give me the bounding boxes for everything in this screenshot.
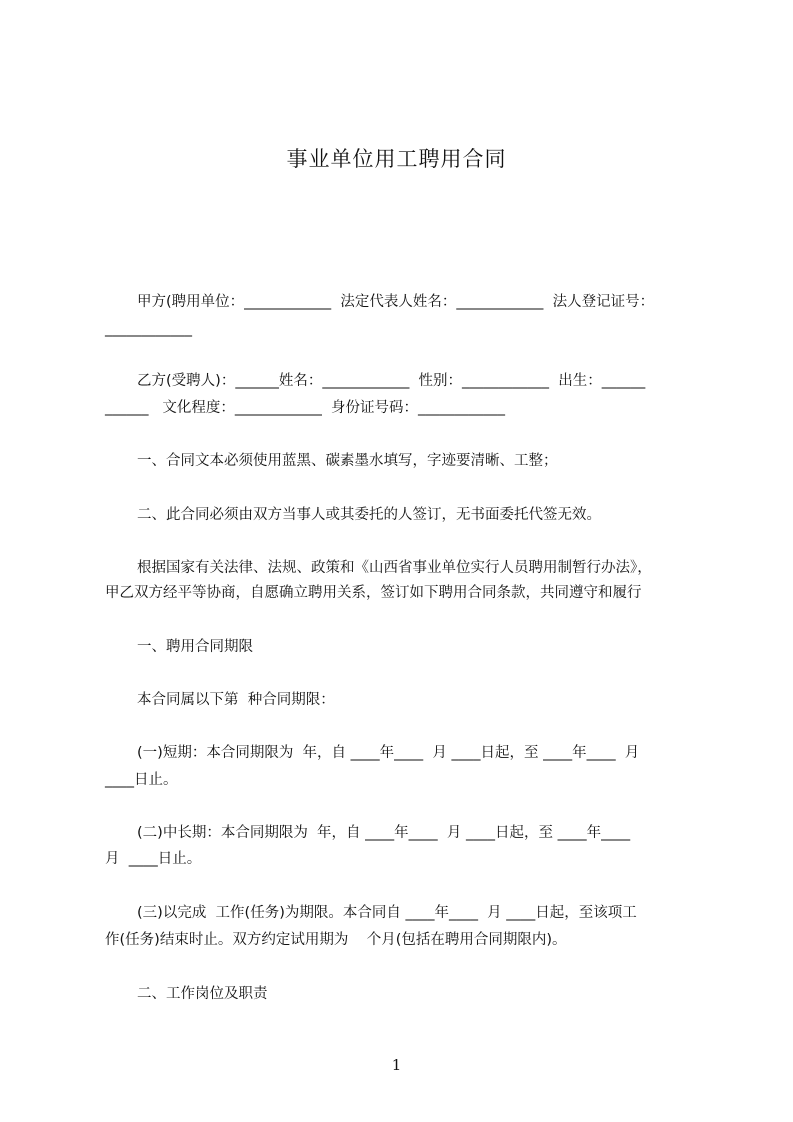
page-title: 事业单位用工聘用合同: [286, 147, 507, 171]
section-heading-term: 一、聘用合同期限: [137, 639, 253, 655]
term-short-line-2: ____日止。: [105, 772, 178, 788]
term-task-line-1: (三)以完成 工作(任务)为期限。本合同自 ____年____ 月 ____日起，至该项工: [137, 905, 637, 921]
page-number: 1: [391, 1056, 402, 1074]
term-medium-line-1: (二)中长期：本合同期限为 年，自 ____年____ 月 ____日起，至 ____年____: [137, 825, 631, 841]
term-medium-line-2: 月 ____日止。: [105, 851, 202, 867]
party-a-line-1: 甲方(聘用单位：____________ 法定代表人姓名：____________ 法人登记证号：: [137, 294, 655, 310]
notice-1: 一、合同文本必须使用蓝黑、碳素墨水填写，字迹要清晰、工整；: [137, 453, 558, 469]
party-b-line-2: ______ 文化程度：____________ 身份证号码：____________: [105, 400, 506, 416]
preamble-line-2: 甲乙双方经平等协商，自愿确立聘用关系，签订如下聘用合同条款，共同遵守和履行: [105, 585, 642, 601]
party-a-line-2: ____________: [105, 321, 192, 337]
term-type-line: 本合同属以下第 种合同期限：: [137, 692, 335, 708]
preamble-line-1: 根据国家有关法律、法规、政策和《山西省事业单位实行人员聘用制暂行办法》，: [137, 560, 652, 576]
section-heading-position: 二、工作岗位及职责: [137, 986, 268, 1002]
term-task-line-2: 作(任务)结束时止。双方约定试用期为 个月(包括在聘用合同期限内)。: [105, 932, 567, 948]
term-short-line-1: (一)短期：本合同期限为 年，自 ____年____ 月 ____日起，至 ____年____ 月: [137, 745, 640, 761]
notice-2: 二、此合同必须由双方当事人或其委托的人签订，无书面委托代签无效。: [137, 507, 601, 523]
party-b-line-1: 乙方(受聘人)：______姓名：____________ 性别：____________ 出生：______: [137, 373, 646, 389]
